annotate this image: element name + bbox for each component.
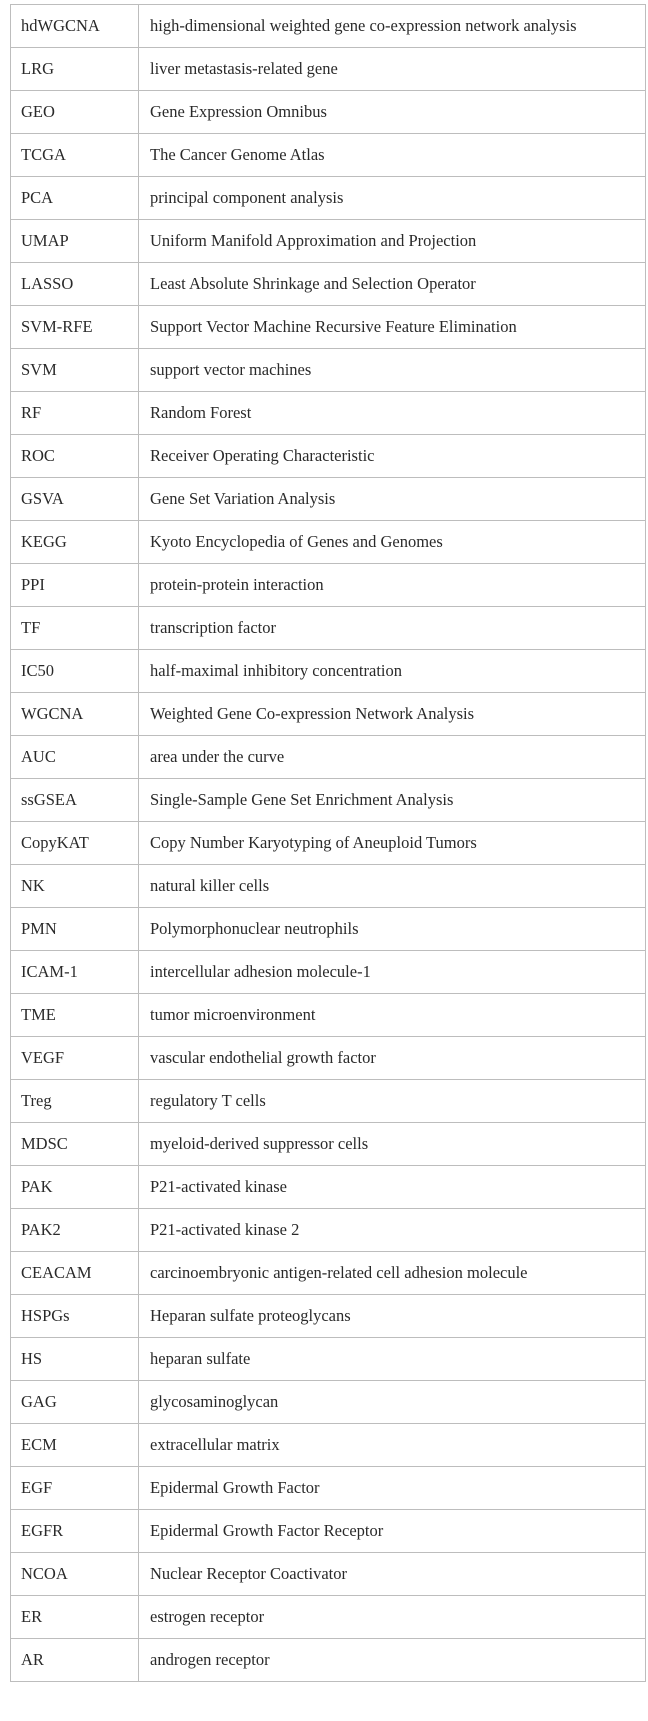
definition-cell: Kyoto Encyclopedia of Genes and Genomes: [139, 521, 646, 564]
abbreviation-cell: VEGF: [11, 1037, 139, 1080]
table-row: [11, 134, 646, 177]
table-row: [11, 521, 646, 564]
table-row: [11, 1381, 646, 1424]
table-row: [11, 1209, 646, 1252]
definition-cell: Random Forest: [139, 392, 646, 435]
definition-cell: Weighted Gene Co-expression Network Analysis: [139, 693, 646, 736]
definition-cell: P21-activated kinase: [139, 1166, 646, 1209]
definition-cell: high-dimensional weighted gene co-expression network analysis: [139, 5, 646, 48]
abbreviation-cell: GSVA: [11, 478, 139, 521]
table-row: [11, 392, 646, 435]
definition-cell: support vector machines: [139, 349, 646, 392]
table-row: [11, 349, 646, 392]
abbreviation-cell: CEACAM: [11, 1252, 139, 1295]
abbreviation-cell: MDSC: [11, 1123, 139, 1166]
definition-cell: Nuclear Receptor Coactivator: [139, 1553, 646, 1596]
abbreviation-cell: PPI: [11, 564, 139, 607]
abbreviation-cell: AR: [11, 1639, 139, 1682]
definition-cell: Epidermal Growth Factor: [139, 1467, 646, 1510]
abbreviation-cell: PAK: [11, 1166, 139, 1209]
definition-cell: Support Vector Machine Recursive Feature Elimination: [139, 306, 646, 349]
definition-cell: Uniform Manifold Approximation and Projection: [139, 220, 646, 263]
table-row: [11, 1080, 646, 1123]
table-row: [11, 48, 646, 91]
definition-cell: Receiver Operating Characteristic: [139, 435, 646, 478]
abbreviation-cell: KEGG: [11, 521, 139, 564]
table-row: [11, 1037, 646, 1080]
definition-cell: extracellular matrix: [139, 1424, 646, 1467]
abbreviation-cell: ICAM-1: [11, 951, 139, 994]
table-row: [11, 1338, 646, 1381]
definition-cell: myeloid-derived suppressor cells: [139, 1123, 646, 1166]
table-row: [11, 1510, 646, 1553]
abbreviation-cell: GEO: [11, 91, 139, 134]
table-row: [11, 177, 646, 220]
abbreviation-cell: LASSO: [11, 263, 139, 306]
table-row: [11, 1424, 646, 1467]
table-row: [11, 1553, 646, 1596]
definition-cell: protein-protein interaction: [139, 564, 646, 607]
abbreviation-cell: hdWGCNA: [11, 5, 139, 48]
table-row: [11, 5, 646, 48]
definition-cell: vascular endothelial growth factor: [139, 1037, 646, 1080]
table-row: [11, 779, 646, 822]
table-row: [11, 263, 646, 306]
table-row: [11, 1467, 646, 1510]
abbreviation-cell: TF: [11, 607, 139, 650]
table-row: [11, 1166, 646, 1209]
table-row: [11, 736, 646, 779]
abbreviation-cell: EGFR: [11, 1510, 139, 1553]
abbreviation-cell: PCA: [11, 177, 139, 220]
table-row: [11, 435, 646, 478]
definition-cell: androgen receptor: [139, 1639, 646, 1682]
table-row: [11, 822, 646, 865]
definition-cell: half-maximal inhibitory concentration: [139, 650, 646, 693]
definition-cell: glycosaminoglycan: [139, 1381, 646, 1424]
abbreviation-cell: UMAP: [11, 220, 139, 263]
table-row: [11, 607, 646, 650]
abbreviation-cell: LRG: [11, 48, 139, 91]
definition-cell: The Cancer Genome Atlas: [139, 134, 646, 177]
definition-cell: Gene Expression Omnibus: [139, 91, 646, 134]
abbreviation-cell: WGCNA: [11, 693, 139, 736]
definition-cell: estrogen receptor: [139, 1596, 646, 1639]
abbreviation-cell: ER: [11, 1596, 139, 1639]
definition-cell: Gene Set Variation Analysis: [139, 478, 646, 521]
abbreviation-cell: TME: [11, 994, 139, 1037]
abbreviation-cell: NCOA: [11, 1553, 139, 1596]
table-row: [11, 564, 646, 607]
table-row: [11, 220, 646, 263]
abbreviation-cell: SVM: [11, 349, 139, 392]
definition-cell: tumor microenvironment: [139, 994, 646, 1037]
table-row: [11, 1252, 646, 1295]
table-row: [11, 1295, 646, 1338]
definition-cell: intercellular adhesion molecule-1: [139, 951, 646, 994]
abbreviation-cell: HS: [11, 1338, 139, 1381]
definition-cell: Copy Number Karyotyping of Aneuploid Tumors: [139, 822, 646, 865]
abbreviation-cell: PAK2: [11, 1209, 139, 1252]
table-row: [11, 1639, 646, 1682]
table-row: [11, 908, 646, 951]
abbreviation-cell: HSPGs: [11, 1295, 139, 1338]
table-row: [11, 994, 646, 1037]
abbreviation-cell: AUC: [11, 736, 139, 779]
abbreviations-table: [10, 4, 646, 1682]
abbreviation-cell: ECM: [11, 1424, 139, 1467]
abbreviation-cell: Treg: [11, 1080, 139, 1123]
abbreviation-cell: CopyKAT: [11, 822, 139, 865]
abbreviation-cell: ROC: [11, 435, 139, 478]
definition-cell: heparan sulfate: [139, 1338, 646, 1381]
definition-cell: transcription factor: [139, 607, 646, 650]
table-row: [11, 1123, 646, 1166]
definition-cell: principal component analysis: [139, 177, 646, 220]
definition-cell: Polymorphonuclear neutrophils: [139, 908, 646, 951]
definition-cell: carcinoembryonic antigen-related cell adhesion molecule: [139, 1252, 646, 1295]
table-row: [11, 951, 646, 994]
abbreviation-cell: RF: [11, 392, 139, 435]
abbreviation-cell: ssGSEA: [11, 779, 139, 822]
definition-cell: Least Absolute Shrinkage and Selection Operator: [139, 263, 646, 306]
definition-cell: regulatory T cells: [139, 1080, 646, 1123]
abbreviation-cell: PMN: [11, 908, 139, 951]
definition-cell: Heparan sulfate proteoglycans: [139, 1295, 646, 1338]
definition-cell: area under the curve: [139, 736, 646, 779]
abbreviation-cell: SVM-RFE: [11, 306, 139, 349]
abbreviations-table-body: [11, 5, 646, 1682]
abbreviation-cell: GAG: [11, 1381, 139, 1424]
definition-cell: natural killer cells: [139, 865, 646, 908]
definition-cell: P21-activated kinase 2: [139, 1209, 646, 1252]
abbreviation-cell: IC50: [11, 650, 139, 693]
definition-cell: Single-Sample Gene Set Enrichment Analysis: [139, 779, 646, 822]
table-row: [11, 650, 646, 693]
table-row: [11, 865, 646, 908]
table-row: [11, 1596, 646, 1639]
table-row: [11, 91, 646, 134]
definition-cell: liver metastasis-related gene: [139, 48, 646, 91]
table-row: [11, 478, 646, 521]
table-row: [11, 306, 646, 349]
abbreviation-cell: TCGA: [11, 134, 139, 177]
abbreviation-cell: NK: [11, 865, 139, 908]
table-row: [11, 693, 646, 736]
abbreviation-cell: EGF: [11, 1467, 139, 1510]
definition-cell: Epidermal Growth Factor Receptor: [139, 1510, 646, 1553]
